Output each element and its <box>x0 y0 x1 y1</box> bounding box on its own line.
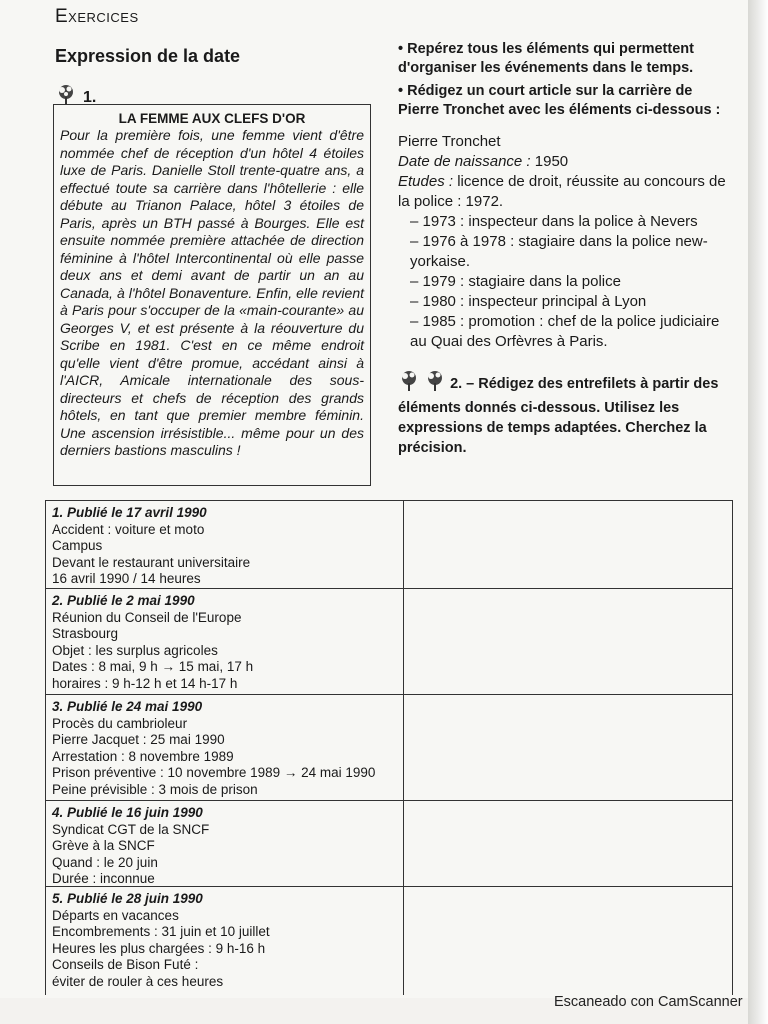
table-line: Heures les plus chargées : 9 h-16 h <box>52 940 266 956</box>
exercise1-number: 1. <box>83 88 97 106</box>
table-line: Durée : inconnue <box>52 871 155 887</box>
table-line: Encombrements : 31 juin et 10 juillet <box>52 924 270 940</box>
career-item: – 1980 : inspecteur principal à Lyon <box>410 293 647 310</box>
career-item: – 1976 à 1978 : stagiaire dans la police new-yorkaise. <box>410 233 708 270</box>
table-line: Réunion du Conseil de l'Europe <box>52 609 242 625</box>
table-line: éviter de rouler à ces heures <box>52 973 224 989</box>
career-item: – 1979 : stagiaire dans la police <box>410 273 621 290</box>
career-item: – 1985 : promotion : chef de la police judiciaire au Quai des Orfèvres à Paris. <box>410 313 720 350</box>
exercise-table <box>45 500 733 995</box>
table-line: Dates : 8 mai, 9 h → 15 mai, 17 h <box>52 659 254 675</box>
scanner-watermark: Escaneado con CamScanner <box>554 994 743 1010</box>
table-line: Pierre Jacquet : 25 mai 1990 <box>52 732 225 748</box>
table-line: Peine prévisible : 3 mois de prison <box>52 781 258 797</box>
table-line: Grève à la SNCF <box>52 838 155 854</box>
table-line: Accident : voiture et moto <box>52 521 205 537</box>
table-line: Prison préventive : 10 novembre 1989 → 24 mai 1990 <box>52 765 376 781</box>
table-cell-content <box>46 589 404 694</box>
answer-cell[interactable] <box>404 695 732 800</box>
birth-value: 1950 <box>534 153 569 170</box>
page-shadow <box>748 0 768 1024</box>
birth-label: Date de naissance : <box>398 153 531 170</box>
page-header: Exercices <box>55 6 139 27</box>
instruction-bullet-1: • Repérez tous les éléments qui permettent d'organiser les événements dans le temps. <box>398 41 694 76</box>
table-line: Arrestation : 8 novembre 1989 <box>52 748 234 764</box>
table-cell-content <box>46 801 404 886</box>
table-row <box>46 887 732 995</box>
table-line: Quand : le 20 juin <box>52 854 158 870</box>
table-row <box>46 695 732 801</box>
article-text: Pour la première fois, une femme vient d'être nommée chef de réception d'un hôtel 4 étoiles luxe de Paris. Danielle Stoll trente-quatre ans, a effectué toute sa carrière dans l'hôtellerie : elle débute au Trianon Palace, hôtel 3 étoiles de Paris, après un BTH passé à Bourges. Elle est ensuite nommée première attachée de direction féminine à l'hôtel Intercontinental où elle passe deux ans et demi avant de partir un an au Canada, à l'hôtel Bonaventure. Enfin, elle revient à Paris pour s'occuper de la «main-courante» au Georges V, et est présente à la réouverture du Scribe en 1981. C'est en ce même endroit qu'elle vient d'être promue, accédant ainsi à l'AICR, Amicale internationale des sous-directeurs et chefs de réception des grands hôtels, en tant que premier membre féminin. Une ascension irrésistible... même pour un des derniers bastions masculins ! <box>60 127 364 458</box>
table-row <box>46 801 732 887</box>
publication-date: 4. Publié le 16 juin 1990 <box>52 805 203 820</box>
studies-label: Etudes : <box>398 173 454 190</box>
exercise2-text: 2. – Rédigez des entrefilets à partir des éléments donnés ci-dessous. Utilisez les expressions de temps adaptées. Cherchez la précision. <box>398 375 719 456</box>
answer-cell[interactable] <box>404 887 732 995</box>
career-item: – 1973 : inspecteur dans la police à Nevers <box>410 213 698 230</box>
exercise2-instructions <box>398 370 728 458</box>
publication-date: 5. Publié le 28 juin 1990 <box>52 891 203 906</box>
table-cell-content <box>46 501 404 588</box>
publication-date: 2. Publié le 2 mai 1990 <box>52 593 195 608</box>
article-box <box>53 104 371 486</box>
publication-date: 3. Publié le 24 mai 1990 <box>52 699 203 714</box>
table-line: Conseils de Bison Futé : <box>52 957 199 973</box>
birth-line <box>398 152 728 172</box>
table-line: 16 avril 1990 / 14 heures <box>52 571 201 587</box>
table-row <box>46 501 732 589</box>
studies-line <box>398 172 728 212</box>
studies-value: licence de droit, réussite au concours de la police : 1972. <box>398 173 726 210</box>
instruction-bullet-2: • Rédigez un court article sur la carrière de Pierre Tronchet avec les éléments ci-dessous : <box>398 83 721 118</box>
table-line: Procès du cambrioleur <box>52 715 188 731</box>
person-name: Pierre Tronchet <box>398 133 501 150</box>
right-column <box>398 40 728 458</box>
table-line: Objet : les surplus agricoles <box>52 642 218 658</box>
table-line: Devant le restaurant universitaire <box>52 554 251 570</box>
table-line: horaires : 9 h-12 h et 14 h-17 h <box>52 675 238 691</box>
answer-cell[interactable] <box>404 589 732 694</box>
table-cell-content <box>46 695 404 800</box>
table-row <box>46 589 732 695</box>
table-cell-content <box>46 887 404 995</box>
table-line: Syndicat CGT de la SNCF <box>52 821 210 837</box>
section-title: Expression de la date <box>55 46 241 66</box>
tree-icon <box>424 370 446 398</box>
answer-cell[interactable] <box>404 501 732 588</box>
publication-date: 1. Publié le 17 avril 1990 <box>52 505 207 520</box>
table-line: Campus <box>52 538 103 554</box>
tree-icon <box>398 370 420 398</box>
table-line: Départs en vacances <box>52 907 179 923</box>
answer-cell[interactable] <box>404 801 732 886</box>
article-title: LA FEMME AUX CLEFS D'OR <box>118 111 306 126</box>
table-line: Strasbourg <box>52 626 119 642</box>
